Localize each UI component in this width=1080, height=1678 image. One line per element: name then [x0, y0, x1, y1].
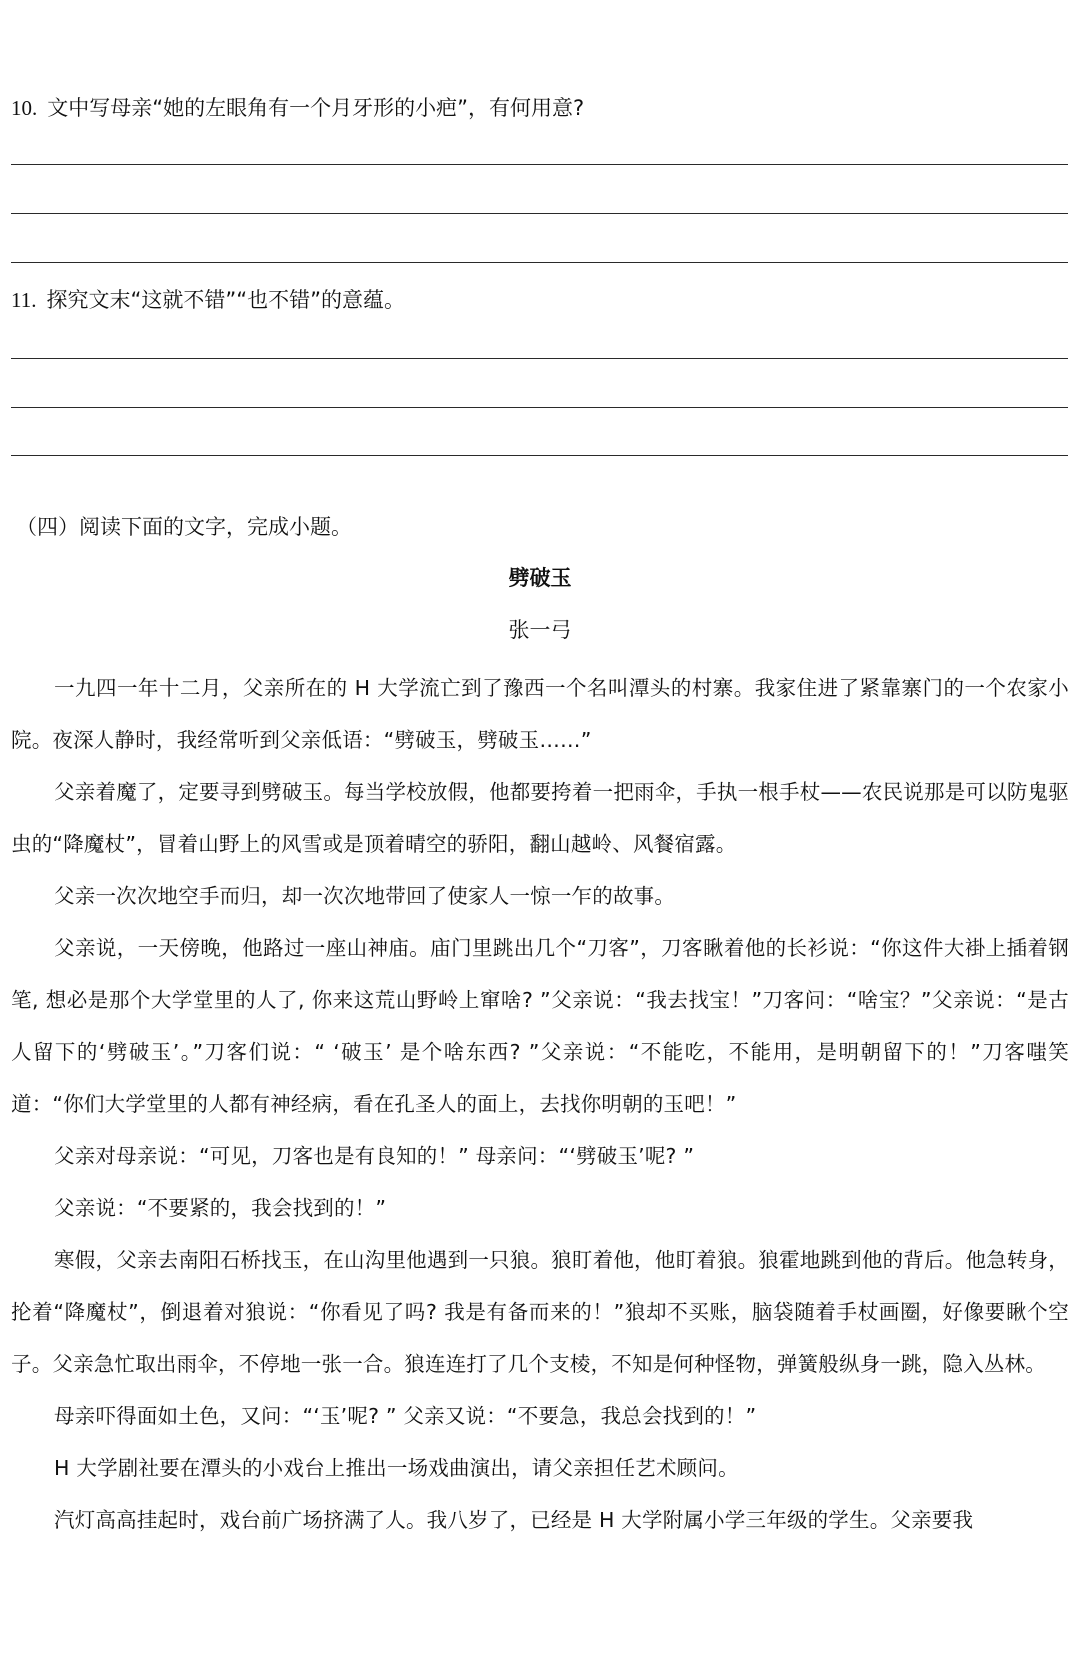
article-paragraph: 母亲吓得面如土色，又问：“‘玉’呢? ” 父亲又说：“不要急，我总会找到的！” — [54, 1404, 757, 1428]
answer-line — [11, 455, 1068, 456]
article-paragraph: 汽灯高高挂起时，戏台前广场挤满了人。我八岁了，已经是 H 大学附属小学三年级的学生。父亲要我 — [54, 1508, 974, 1532]
article-paragraph: 父亲着魔了，定要寻到劈破玉。每当学校放假，他都要挎着一把雨伞，手执一根手杖——农民说那是可以防鬼驱虫的“降魔杖”，冒着山野上的风雪或是顶着晴空的骄阳，翻山越岭、风餐宿露。 — [11, 780, 1069, 856]
article-paragraph: 父亲对母亲说：“可见，刀客也是有良知的！” 母亲问：“‘劈破玉’呢? ” — [54, 1144, 695, 1168]
question-11 — [11, 285, 405, 315]
question-number: 11. — [11, 288, 37, 312]
section-heading: （四）阅读下面的文字，完成小题。 — [16, 515, 352, 539]
answer-line — [11, 407, 1068, 408]
article-paragraph: 父亲一次次地空手而归，却一次次地带回了使家人一惊一乍的故事。 — [54, 884, 676, 908]
question-text: 探究文末“这就不错”“也不错”的意蕴。 — [46, 288, 406, 312]
question-10 — [11, 93, 584, 123]
article-paragraph: 寒假，父亲去南阳石桥找玉，在山沟里他遇到一只狼。狼盯着他，他盯着狼。狼霍地跳到他的背后。他急转身，抡着“降魔杖”，倒退着对狼说：“你看见了吗? 我是有备而来的！”狼却不买账，脑袋随着手杖画圈，好像要瞅个空子。父亲急忙取出雨伞，不停地一张一合。狼连连打了几个支棱，不知是何种怪物，弹簧般纵身一跳，隐入丛林。 — [11, 1248, 1069, 1376]
answer-line — [11, 213, 1068, 214]
article-paragraph: 父亲说，一天傍晚，他路过一座山神庙。庙门里跳出几个“刀客”，刀客瞅着他的长衫说：“你这件大褂上插着钢笔, 想必是那个大学堂里的人了, 你来这荒山野岭上窜啥? ”父亲说：“我去找宝！”刀客问：“啥宝？”父亲说：“是古人留下的‘劈破玉’。”刀客们说：“ ‘破玉’ 是个啥东西? ”父亲说：“不能吃，不能用，是明朝留下的！”刀客嗤笑道：“你们大学堂里的人都有神经病，看在孔圣人的面上，去找你明朝的玉吧！” — [11, 936, 1069, 1116]
answer-line — [11, 358, 1068, 359]
article-paragraph: 父亲说：“不要紧的，我会找到的！” — [54, 1196, 387, 1220]
article-paragraph: 一九四一年十二月，父亲所在的 H 大学流亡到了豫西一个名叫潭头的村寨。我家住进了紧靠寨门的一个农家小院。夜深人静时，我经常听到父亲低语：“劈破玉，劈破玉……” — [11, 676, 1069, 752]
answer-line — [11, 262, 1068, 263]
article-body — [11, 662, 1069, 1546]
article-paragraph: H 大学剧社要在潭头的小戏台上推出一场戏曲演出，请父亲担任艺术顾问。 — [54, 1456, 739, 1480]
article-title: 劈破玉 — [508, 566, 572, 590]
question-number: 10. — [11, 96, 38, 120]
article-author: 张一弓 — [508, 618, 572, 642]
answer-line — [11, 164, 1068, 165]
question-text: 文中写母亲“她的左眼角有一个月牙形的小疤”，有何用意? — [47, 96, 585, 120]
